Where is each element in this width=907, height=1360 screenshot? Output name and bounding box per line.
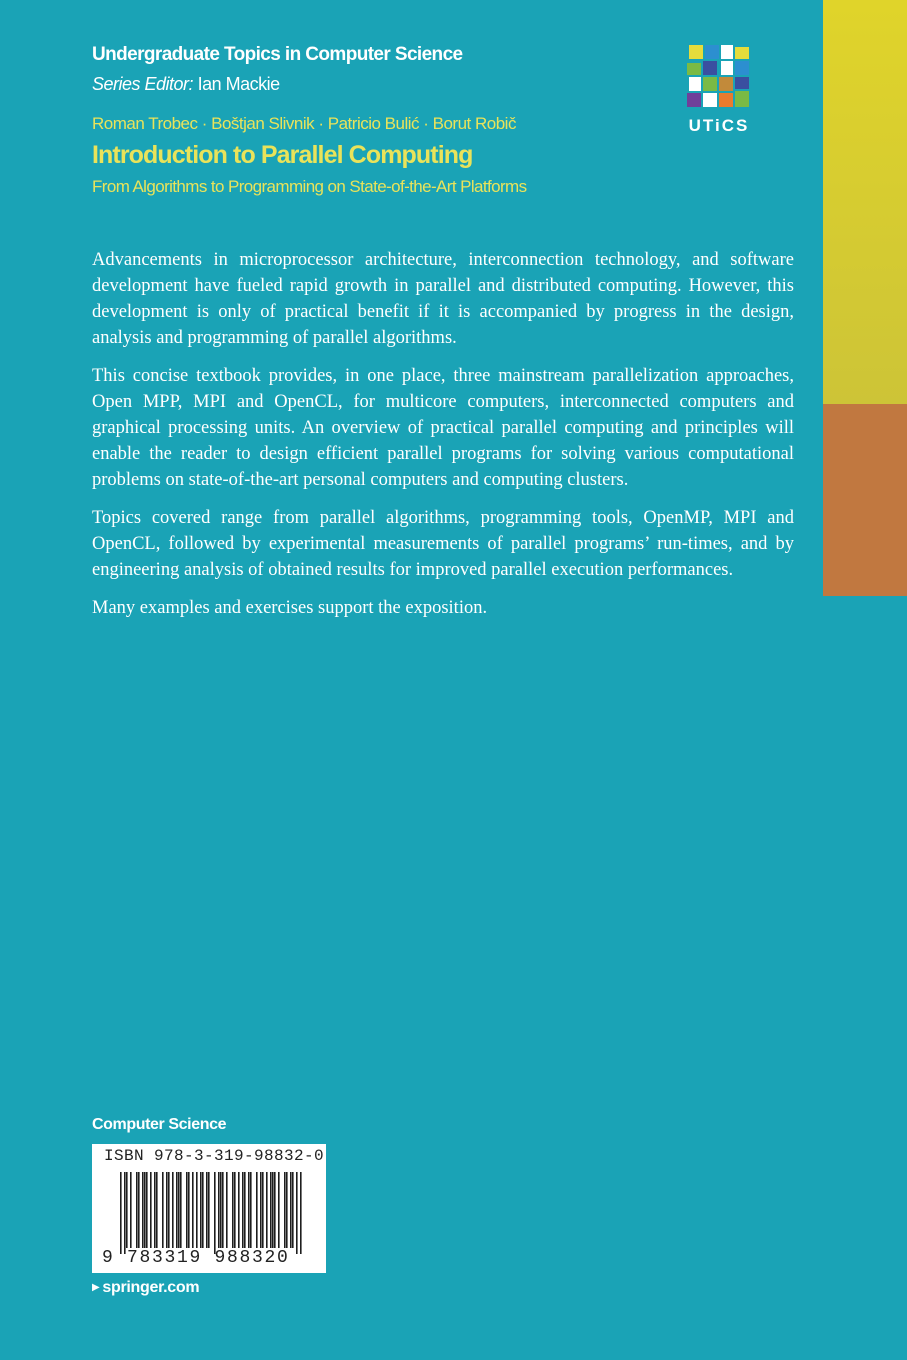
barcode-bar — [192, 1172, 194, 1248]
barcode-bar — [156, 1172, 158, 1248]
barcode-bar — [256, 1172, 258, 1248]
barcode-bar — [226, 1172, 228, 1248]
logo-tile — [687, 93, 701, 107]
barcode-bar — [220, 1172, 222, 1248]
logo-tile — [735, 47, 749, 59]
barcode-bar — [166, 1172, 168, 1248]
barcode-bar — [162, 1172, 164, 1248]
logo-tile — [689, 77, 701, 91]
logo-tile — [721, 61, 733, 75]
barcode-bar — [300, 1172, 302, 1254]
barcode-bar — [136, 1172, 138, 1248]
logo-tile — [703, 77, 717, 91]
barcode-bar — [292, 1172, 294, 1248]
series-editor — [92, 74, 280, 95]
logo-tile — [719, 93, 733, 107]
barcode-bar — [218, 1172, 220, 1248]
logo-tile — [687, 63, 701, 75]
barcode-bar — [124, 1172, 126, 1254]
book-subtitle: From Algorithms to Programming on State-of-the-Art Platforms — [92, 177, 527, 196]
logo-tile — [689, 45, 703, 59]
barcode-bar — [130, 1172, 132, 1248]
logo-tile — [721, 45, 733, 59]
barcode-bar — [186, 1172, 188, 1248]
series-title: Undergraduate Topics in Computer Science — [92, 44, 463, 65]
barcode-bar — [178, 1172, 180, 1248]
barcode-bar — [154, 1172, 156, 1248]
barcode-bar — [250, 1172, 252, 1248]
spine-stripe-yellow — [823, 0, 907, 404]
series-editor-label: Series Editor: — [92, 74, 194, 94]
barcode-bar — [206, 1172, 208, 1248]
logo-tile — [735, 77, 749, 89]
description-paragraph: Many examples and exercises support the exposition. — [92, 598, 488, 618]
barcode-bar — [200, 1172, 202, 1248]
subject-category: Computer Science — [92, 1116, 227, 1133]
logo-tile — [719, 77, 733, 91]
logo-tile — [735, 61, 749, 75]
barcode-bar — [180, 1172, 182, 1248]
barcode-bar — [150, 1172, 152, 1248]
barcode-bar — [120, 1172, 122, 1254]
book-authors: Roman Trobec · Boštjan Slivnik · Patricio Bulić · Borut Robič — [92, 114, 516, 133]
barcode-bar — [208, 1172, 210, 1248]
barcode-bar — [126, 1172, 128, 1248]
barcode-bar — [234, 1172, 236, 1248]
barcode-bar — [142, 1172, 144, 1248]
barcode-bar — [144, 1172, 146, 1248]
series-editor-name: Ian Mackie — [197, 74, 280, 94]
barcode-bar — [284, 1172, 286, 1248]
barcode-bar — [278, 1172, 280, 1248]
barcode-bar — [176, 1172, 178, 1248]
arrow-right-icon: ▶ — [92, 1282, 100, 1293]
barcode-bar — [272, 1172, 274, 1248]
barcode-bar — [244, 1172, 246, 1248]
barcode-bar — [172, 1172, 174, 1248]
barcode-bar — [138, 1172, 140, 1248]
barcode-bar — [266, 1172, 268, 1248]
isbn-barcode — [92, 1144, 326, 1273]
barcode-bar — [188, 1172, 190, 1248]
barcode-bar — [168, 1172, 170, 1248]
book-title: Introduction to Parallel Computing — [92, 141, 473, 169]
barcode-bar — [196, 1172, 198, 1248]
logo-tile — [735, 91, 749, 107]
description-paragraph: This concise textbook provides, in one place, three mainstream parallelization approaches, Open MPP, MPI and OpenCL, for multicore computers, interconnected computers and graphical processing units. An overview of practical parallel computing and principles will enable the reader to design efficient parallel programs for solving various computational problems on state-of-the-art personal computers and computing clusters. — [92, 366, 794, 490]
description-paragraph: Topics covered range from parallel algorithms, programming tools, OpenMP, MPI and OpenCL, followed by experimental measurements of parallel programs’ run-times, and by engineering analysis of obtained results for improved parallel execution performances. — [92, 508, 794, 580]
barcode-bar — [290, 1172, 292, 1248]
utics-logo-text: UTiCS — [688, 116, 750, 135]
description-paragraph: Advancements in microprocessor architecture, interconnection technology, and software development have fueled rapid growth in parallel and distributed computing. However, this development is only of practical benefit if it is accompanied by progress in the design, analysis and programming of parallel algorithms. — [92, 250, 794, 348]
barcode-bar — [260, 1172, 262, 1248]
barcode-bar — [270, 1172, 272, 1248]
barcode-bar — [262, 1172, 264, 1248]
barcode-bar — [286, 1172, 288, 1248]
logo-tile — [705, 45, 719, 59]
utics-mosaic-icon — [687, 45, 751, 109]
logo-tile — [703, 61, 717, 75]
barcode-bar — [232, 1172, 234, 1248]
barcode-bar — [146, 1172, 148, 1248]
barcode-bar — [248, 1172, 250, 1248]
publisher-link[interactable] — [92, 1279, 199, 1297]
isbn-label: ISBN 978-3-319-98832-0 — [104, 1147, 325, 1165]
book-description — [92, 247, 794, 633]
barcode-bar — [274, 1172, 276, 1248]
barcode-bar — [242, 1172, 244, 1248]
barcode-digits: 9 783319 988320 — [102, 1248, 290, 1268]
barcode-bar — [202, 1172, 204, 1248]
spine-stripe-orange — [823, 404, 907, 596]
barcode-bar — [214, 1172, 216, 1254]
barcode-bar — [238, 1172, 240, 1248]
publisher-url: springer.com — [102, 1279, 200, 1296]
logo-tile — [703, 93, 717, 107]
barcode-bar — [222, 1172, 224, 1248]
barcode-bar — [296, 1172, 298, 1254]
